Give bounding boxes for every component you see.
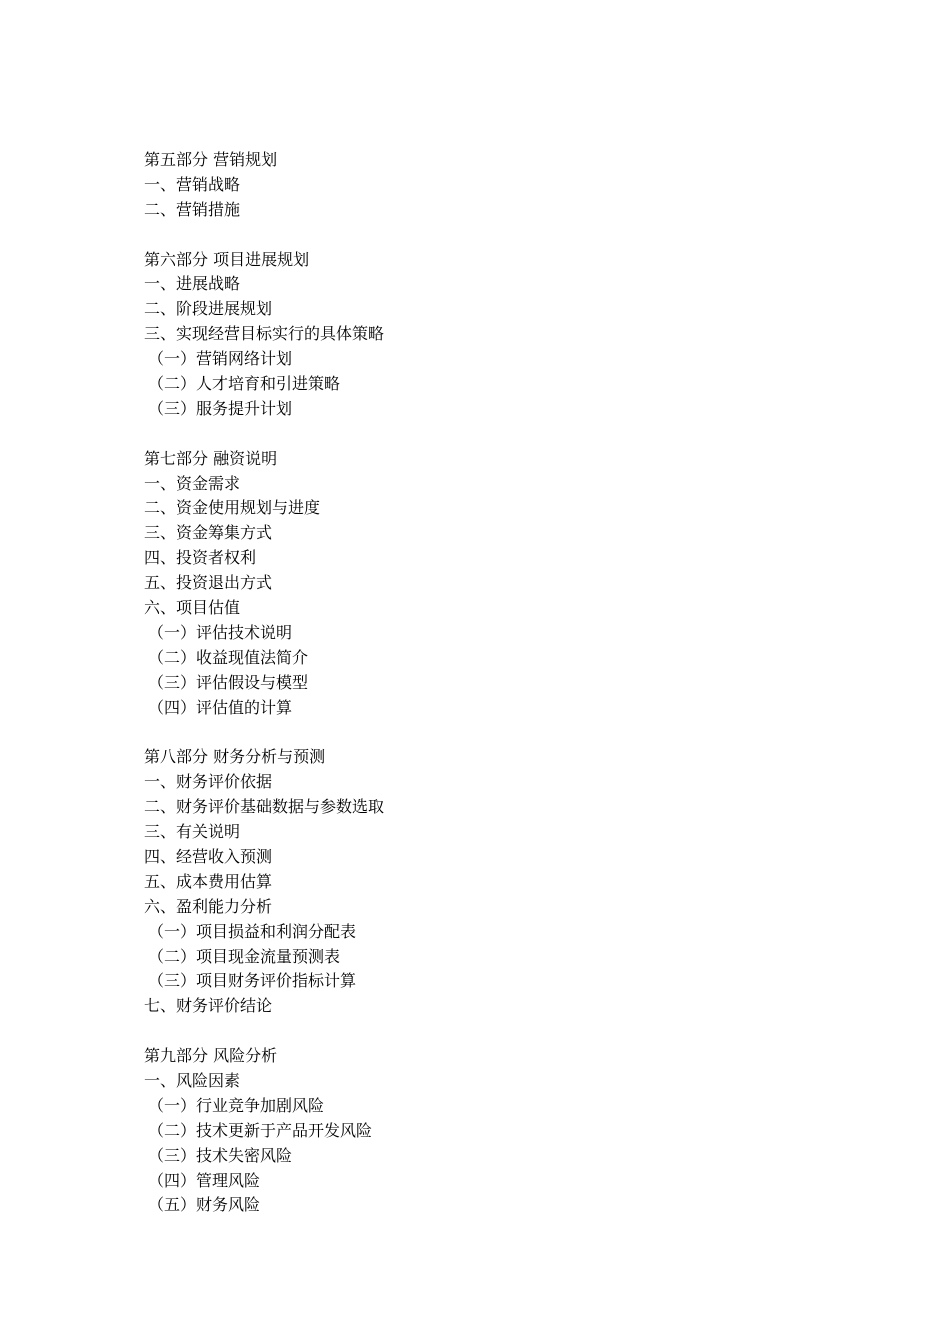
toc-item: 五、投资退出方式 (144, 573, 273, 593)
toc-subitem: （一）项目损益和利润分配表 (148, 921, 357, 941)
section-heading: 第八部分 财务分析与预测 (144, 747, 326, 767)
toc-item: 七、财务评价结论 (144, 996, 273, 1016)
section-heading: 第九部分 风险分析 (144, 1046, 278, 1066)
toc-subitem: （四）评估值的计算 (148, 697, 293, 717)
toc-subitem: （三）项目财务评价指标计算 (148, 971, 357, 991)
toc-item: 三、资金筹集方式 (144, 523, 273, 543)
toc-section (144, 148, 844, 223)
toc-item: 三、实现经营目标实行的具体策略 (144, 324, 385, 344)
toc-item: 二、阶段进展规划 (144, 299, 273, 319)
toc-subitem: （一）评估技术说明 (148, 622, 293, 642)
toc-subitem: （二）人才培育和引进策略 (148, 374, 341, 394)
toc-subitem: （一）行业竞争加剧风险 (148, 1095, 325, 1115)
toc-subitem: （三）技术失密风险 (148, 1145, 293, 1165)
toc-item: 二、资金使用规划与进度 (144, 498, 321, 518)
toc-item: 一、财务评价依据 (144, 772, 273, 792)
toc-subitem: （一）营销网络计划 (148, 349, 293, 369)
table-of-contents (144, 148, 844, 1218)
toc-item: 六、项目估值 (144, 598, 241, 618)
toc-subitem: （二）收益现值法简介 (148, 647, 309, 667)
toc-subitem: （三）评估假设与模型 (148, 672, 309, 692)
toc-section (144, 1044, 844, 1218)
section-heading: 第六部分 项目进展规划 (144, 249, 310, 269)
toc-item: 四、投资者权利 (144, 548, 257, 568)
section-heading: 第七部分 融资说明 (144, 448, 278, 468)
toc-item: 一、风险因素 (144, 1070, 241, 1090)
toc-subitem: （三）服务提升计划 (148, 398, 293, 418)
toc-item: 四、经营收入预测 (144, 846, 273, 866)
toc-subitem: （五）财务风险 (148, 1195, 261, 1215)
toc-section (144, 745, 844, 1019)
toc-item: 三、有关说明 (144, 822, 241, 842)
toc-item: 一、营销战略 (144, 174, 241, 194)
toc-section (144, 447, 844, 721)
toc-subitem: （二）技术更新于产品开发风险 (148, 1120, 373, 1140)
toc-subitem: （四）管理风险 (148, 1170, 261, 1190)
toc-item: 六、盈利能力分析 (144, 896, 273, 916)
toc-item: 五、成本费用估算 (144, 871, 273, 891)
toc-item: 二、营销措施 (144, 199, 241, 219)
toc-item: 二、财务评价基础数据与参数选取 (144, 797, 385, 817)
section-heading: 第五部分 营销规划 (144, 150, 278, 169)
toc-item: 一、进展战略 (144, 274, 241, 294)
toc-subitem: （二）项目现金流量预测表 (148, 946, 341, 966)
toc-item: 一、资金需求 (144, 473, 241, 493)
toc-section (144, 248, 844, 422)
